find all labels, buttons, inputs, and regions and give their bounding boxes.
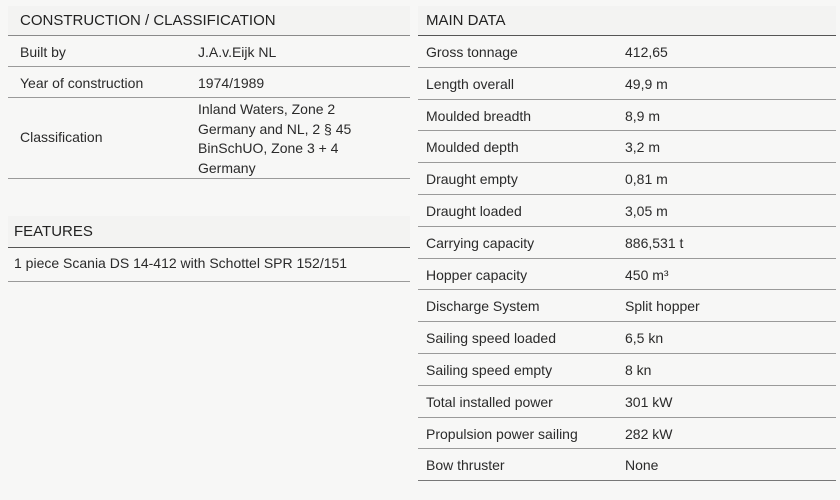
classification-line: Germany	[198, 159, 256, 176]
main-data-label: Length overall	[426, 75, 514, 92]
main-data-value: None	[625, 457, 659, 474]
main-data-value: 450 m³	[625, 266, 669, 283]
year-value: 1974/1989	[198, 75, 265, 91]
year-label: Year of construction	[20, 75, 144, 91]
classification-row	[8, 98, 410, 179]
main-data-value: 3,2 m	[625, 139, 661, 156]
construction-panel	[8, 6, 410, 179]
main-data-label: Draught loaded	[426, 202, 522, 219]
classification-value	[198, 100, 408, 178]
classification-line: Inland Waters, Zone 2	[198, 101, 336, 117]
main-data-label: Hopper capacity	[426, 266, 528, 283]
main-data-row	[418, 290, 836, 322]
main-data-row	[418, 322, 836, 354]
main-data-row	[418, 386, 836, 418]
main-data-label: Bow thruster	[426, 457, 505, 474]
main-data-label: Moulded breadth	[426, 107, 532, 124]
main-data-label: Total installed power	[426, 393, 553, 410]
classification-line: Germany and NL, 2 § 45	[198, 120, 352, 137]
main-data-row	[418, 449, 836, 481]
main-data-row	[418, 68, 836, 100]
main-data-value: 282 kW	[625, 425, 673, 442]
main-data-label: Sailing speed empty	[426, 361, 553, 378]
main-data-label: Moulded depth	[426, 139, 519, 156]
features-panel	[8, 216, 410, 282]
main-data-label: Gross tonnage	[426, 44, 518, 60]
main-data-panel	[418, 6, 836, 481]
features-line: 1 piece Scania DS 14-412 with Schottel SPR 152/151	[8, 248, 410, 282]
main-data-row	[418, 195, 836, 227]
classification-line: BinSchUO, Zone 3 + 4	[198, 140, 339, 156]
main-data-row	[418, 100, 836, 132]
main-data-value: 301 kW	[625, 393, 673, 410]
main-data-header: MAIN DATA	[418, 6, 836, 36]
main-data-value: 6,5 kn	[625, 330, 664, 347]
main-data-value: 3,05 m	[625, 202, 668, 219]
main-data-value: Split hopper	[625, 298, 700, 315]
built-by-label: Built by	[20, 44, 66, 60]
main-data-label: Carrying capacity	[426, 234, 535, 251]
main-data-value: 8 kn	[625, 361, 652, 378]
main-data-value: 49,9 m	[625, 75, 668, 92]
main-data-row	[418, 259, 836, 291]
main-data-label: Draught empty	[426, 171, 518, 188]
built-by-value: J.A.v.Eijk NL	[198, 44, 277, 60]
main-data-value: 412,65	[625, 44, 668, 60]
year-row	[8, 67, 410, 98]
main-data-value: 0,81 m	[625, 171, 668, 188]
main-data-label: Discharge System	[426, 298, 540, 315]
main-data-label: Propulsion power sailing	[426, 425, 578, 442]
main-data-row	[418, 36, 836, 68]
main-data-value: 8,9 m	[625, 107, 661, 124]
classification-label: Classification	[20, 129, 103, 145]
construction-header: CONSTRUCTION / CLASSIFICATION	[8, 6, 410, 36]
main-data-label: Sailing speed loaded	[426, 330, 556, 347]
main-data-row	[418, 354, 836, 386]
features-header: FEATURES	[8, 216, 410, 248]
built-by-row	[8, 36, 410, 67]
main-data-value: 886,531 t	[625, 234, 684, 251]
main-data-row	[418, 418, 836, 450]
main-data-row	[418, 163, 836, 195]
main-data-row	[418, 227, 836, 259]
main-data-row	[418, 131, 836, 163]
